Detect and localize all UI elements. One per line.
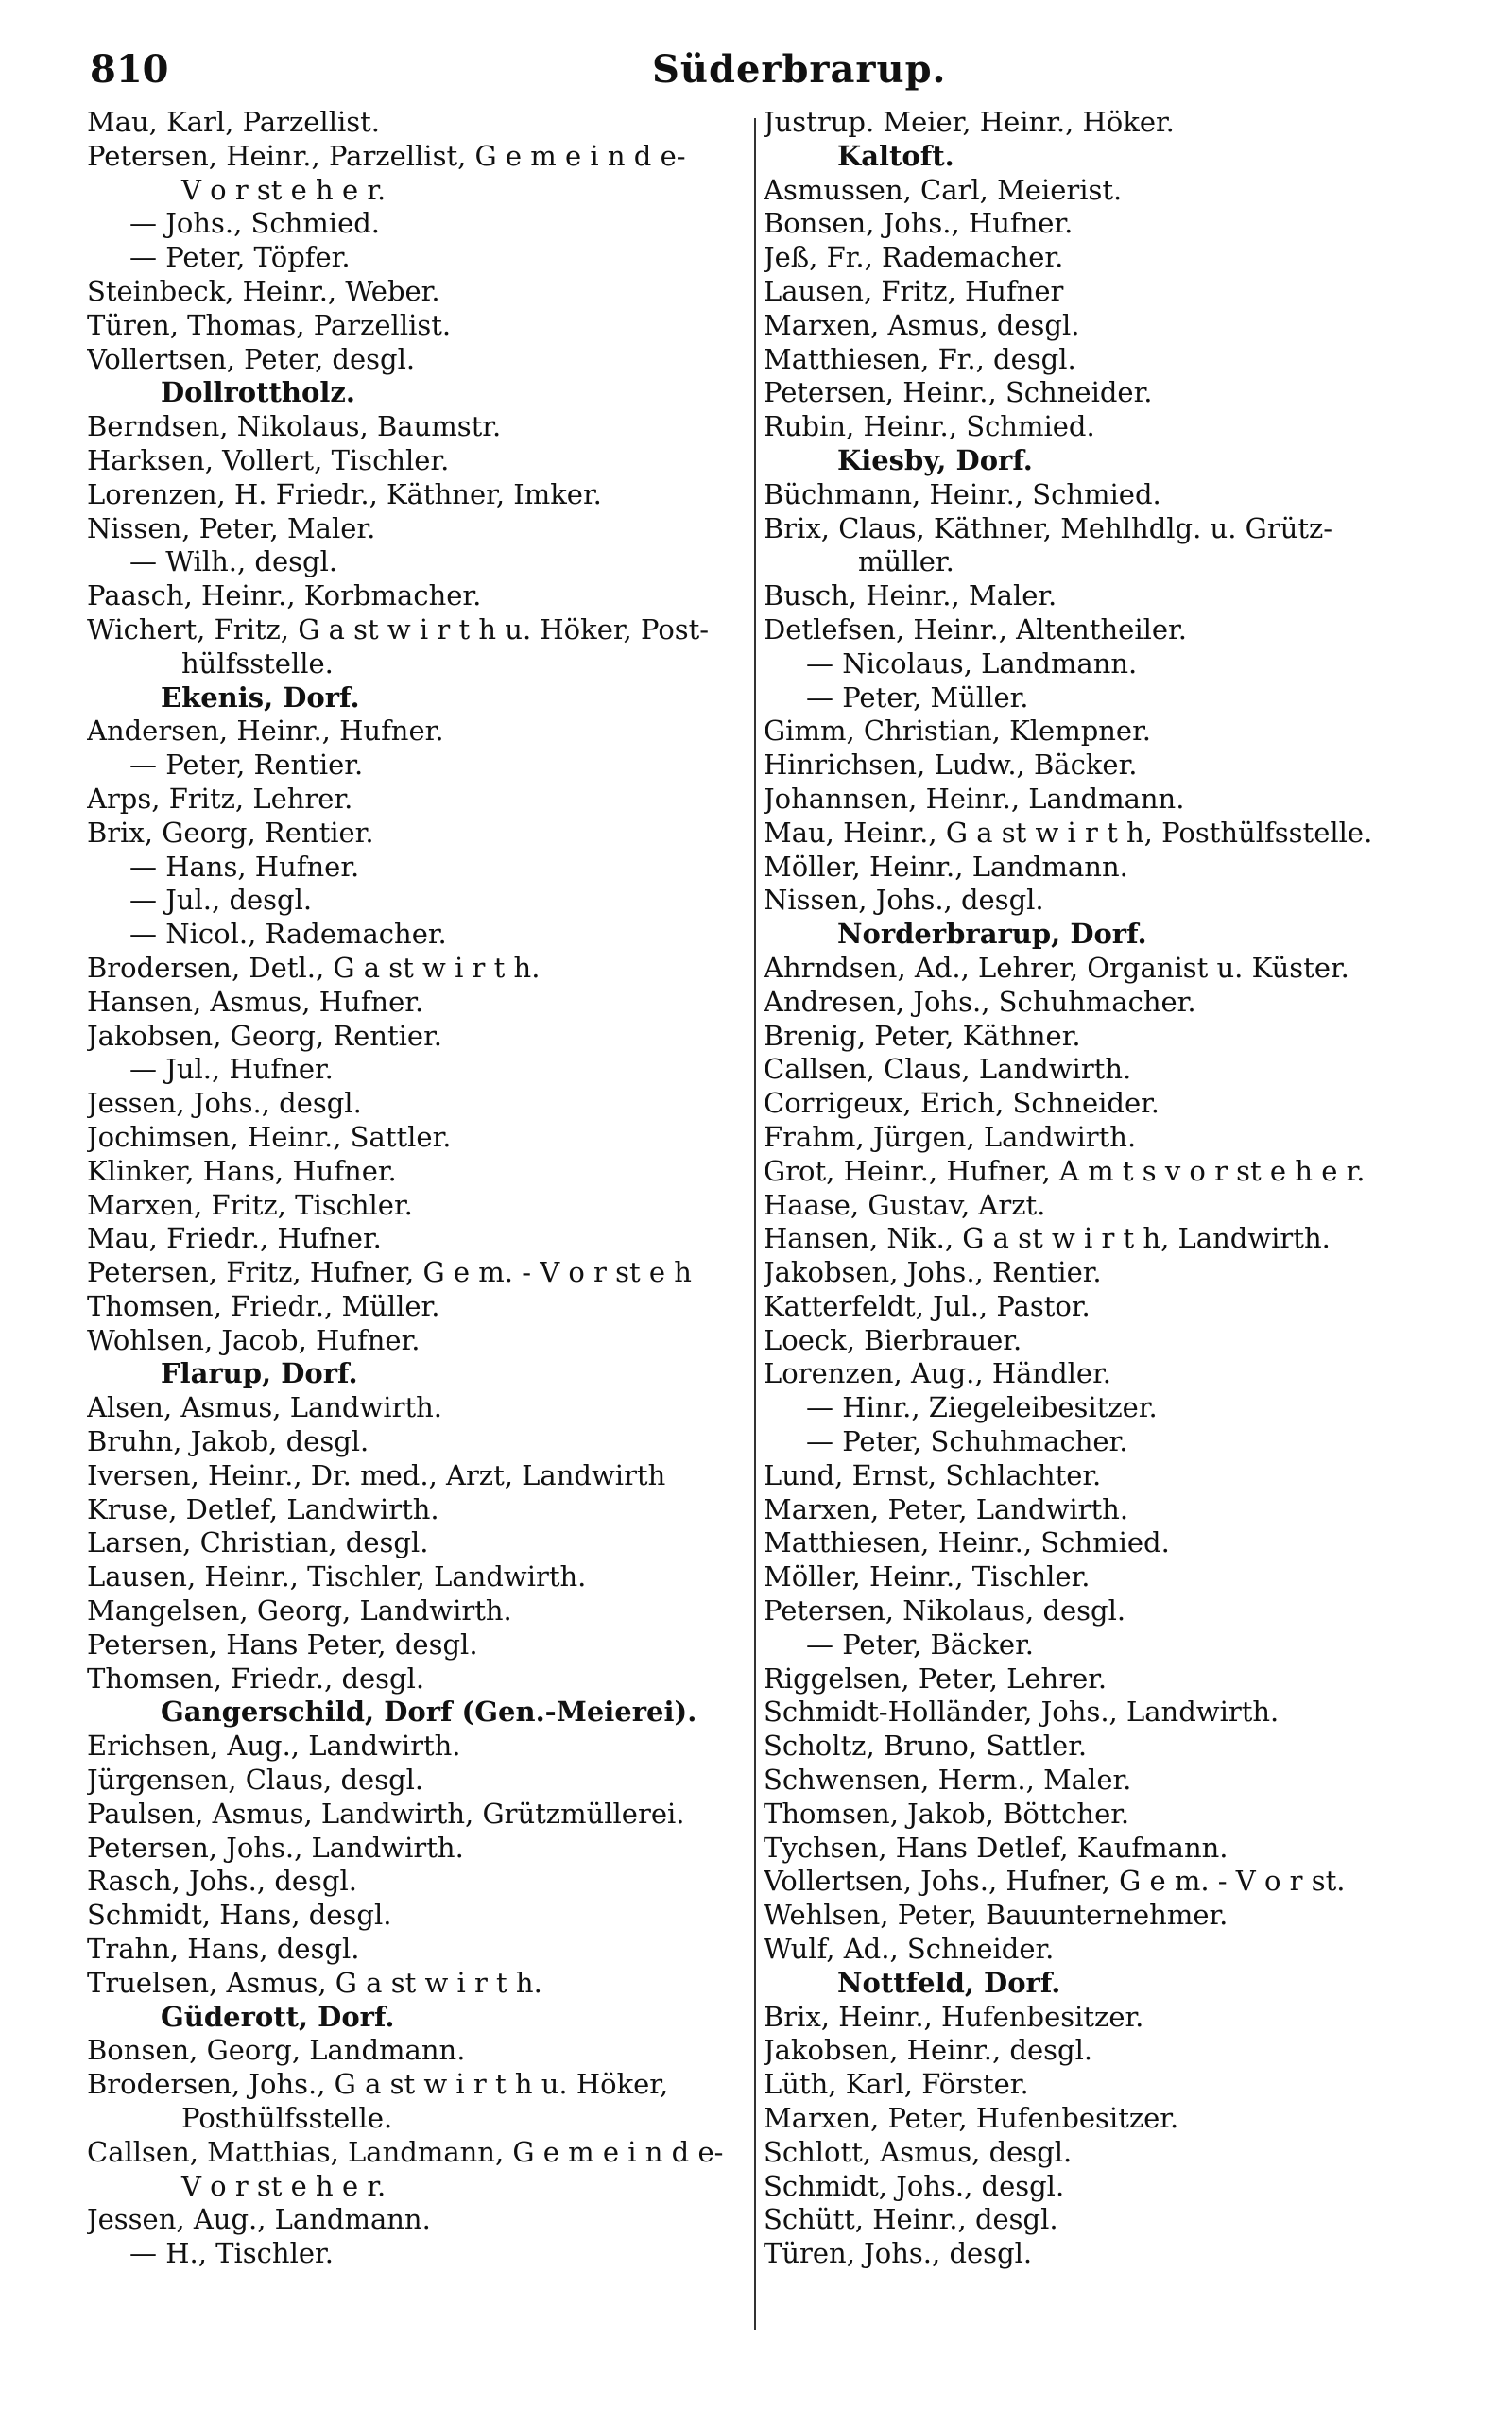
place-heading: Flarup, Dorf. [161, 1357, 358, 1390]
directory-entry: Hinrichsen, Ludw., Bäcker. [764, 749, 1138, 782]
directory-entry: Erichsen, Aug., Landwirth. [87, 1730, 461, 1763]
left-column [87, 106, 767, 2271]
directory-entry: Marxen, Peter, Hufenbesitzer. [764, 2102, 1179, 2135]
directory-entry: Bonsen, Johs., Hufner. [764, 207, 1074, 240]
directory-entry: Frahm, Jürgen, Landwirth. [764, 1120, 1137, 1153]
directory-entry: Vollertsen, Johs., Hufner, G e m. - V o r st. [764, 1865, 1346, 1898]
directory-entry: Rasch, Johs., desgl. [87, 1865, 357, 1898]
directory-entry: Jakobsen, Johs., Rentier. [764, 1256, 1102, 1289]
directory-entry: Petersen, Fritz, Hufner, G e m. - V o r st e h [87, 1256, 692, 1289]
page-header [0, 38, 1512, 104]
directory-entry: — Peter, Bäcker. [806, 1627, 1034, 1661]
directory-entry: Lausen, Heinr., Tischler, Landwirth. [87, 1560, 587, 1593]
directory-entry: Hansen, Nik., G a st w i r t h, Landwirth. [764, 1222, 1331, 1255]
directory-entry: — Hans, Hufner. [129, 850, 360, 883]
directory-entry: Hansen, Asmus, Hufner. [87, 985, 424, 1018]
directory-entry: Brix, Heinr., Hufenbesitzer. [764, 2000, 1144, 2033]
directory-entry: — Peter, Töpfer. [129, 241, 351, 274]
place-heading: Dollrottholz. [161, 376, 355, 409]
directory-entry: Lorenzen, H. Friedr., Käthner, Imker. [87, 477, 602, 510]
directory-entry: — Jul., Hufner. [129, 1053, 334, 1086]
directory-entry: Bruhn, Jakob, desgl. [87, 1425, 369, 1458]
directory-entry: Ahrndsen, Ad., Lehrer, Organist u. Küster. [764, 951, 1349, 984]
directory-entry: Brix, Claus, Käthner, Mehlhdlg. u. Grütz- [764, 511, 1333, 544]
directory-entry: Mau, Karl, Parzellist. [87, 106, 381, 138]
directory-entry: Callsen, Claus, Landwirth. [764, 1053, 1132, 1086]
directory-entry: Andersen, Heinr., Hufner. [87, 715, 444, 748]
directory-entry: Petersen, Heinr., Parzellist, G e m e i n d e- [87, 139, 686, 172]
directory-entry: Justrup. Meier, Heinr., Höker. [764, 106, 1175, 138]
directory-entry: Andresen, Johs., Schuhmacher. [764, 985, 1196, 1018]
directory-entry: Büchmann, Heinr., Schmied. [764, 477, 1161, 510]
directory-entry: Bonsen, Georg, Landmann. [87, 2034, 466, 2067]
place-heading: Nottfeld, Dorf. [837, 1966, 1061, 1999]
directory-entry: Brodersen, Detl., G a st w i r t h. [87, 951, 541, 984]
directory-entry: Iversen, Heinr., Dr. med., Arzt, Landwirth [87, 1458, 666, 1491]
directory-entry: Schmidt, Johs., desgl. [764, 2169, 1065, 2202]
directory-entry: Petersen, Heinr., Schneider. [764, 376, 1153, 409]
directory-entry: Schmidt, Hans, desgl. [87, 1899, 392, 1932]
directory-entry: Schmidt-Holländer, Johs., Landwirth. [764, 1696, 1280, 1729]
place-heading: Kaltoft. [837, 139, 954, 172]
directory-entry: Mau, Friedr., Hufner. [87, 1222, 382, 1255]
directory-entry: Marxen, Asmus, desgl. [764, 308, 1080, 341]
directory-entry: Brodersen, Johs., G a st w i r t h u. Höker, [87, 2068, 669, 2101]
directory-entry: Paasch, Heinr., Korbmacher. [87, 579, 482, 612]
directory-entry: Jochimsen, Heinr., Sattler. [87, 1120, 452, 1153]
directory-entry: Wichert, Fritz, G a st w i r t h u. Höker, Post- [87, 612, 710, 646]
directory-entry: Jakobsen, Heinr., desgl. [764, 2034, 1093, 2067]
directory-entry: Türen, Thomas, Parzellist. [87, 308, 452, 341]
directory-entry: Katterfeldt, Jul., Pastor. [764, 1289, 1091, 1322]
directory-entry: hülfsstelle. [181, 646, 334, 680]
directory-entry: Wehlsen, Peter, Bauunternehmer. [764, 1899, 1228, 1932]
place-heading: Gangerschild, Dorf (Gen.-Meierei). [161, 1696, 697, 1729]
directory-entry: Scholtz, Bruno, Sattler. [764, 1730, 1088, 1763]
directory-entry: Berndsen, Nikolaus, Baumstr. [87, 410, 502, 443]
place-heading: Güderott, Dorf. [161, 2000, 395, 2033]
directory-entry: Mau, Heinr., G a st w i r t h, Posthülfsstelle. [764, 816, 1373, 849]
directory-entry: Busch, Heinr., Maler. [764, 579, 1057, 612]
column-divider [754, 118, 756, 2330]
directory-entry: Petersen, Johs., Landwirth. [87, 1831, 464, 1864]
directory-entry: Jakobsen, Georg, Rentier. [87, 1019, 442, 1052]
directory-entry: Nissen, Johs., desgl. [764, 884, 1044, 917]
directory-entry: — Peter, Rentier. [129, 749, 364, 782]
directory-entry: Mangelsen, Georg, Landwirth. [87, 1594, 512, 1627]
directory-entry: Türen, Johs., desgl. [764, 2237, 1033, 2270]
directory-entry: Lüth, Karl, Förster. [764, 2068, 1029, 2101]
directory-entry: — Hinr., Ziegeleibesitzer. [806, 1391, 1158, 1424]
directory-entry: — Peter, Schuhmacher. [806, 1425, 1128, 1458]
directory-entry: V o r st e h e r. [181, 2169, 387, 2202]
page-number: 810 [90, 47, 169, 92]
directory-entry: — Wilh., desgl. [129, 545, 338, 578]
directory-entry: Wohlsen, Jacob, Hufner. [87, 1323, 421, 1356]
directory-entry: Vollertsen, Peter, desgl. [87, 342, 416, 375]
directory-entry: Riggelsen, Peter, Lehrer. [764, 1662, 1108, 1695]
directory-entry: Schwensen, Herm., Maler. [764, 1764, 1132, 1797]
directory-entry: Matthiesen, Heinr., Schmied. [764, 1526, 1170, 1559]
directory-entry: — Peter, Müller. [806, 680, 1029, 714]
directory-entry: Larsen, Christian, desgl. [87, 1526, 429, 1559]
directory-entry: Petersen, Nikolaus, desgl. [764, 1594, 1126, 1627]
directory-entry: Gimm, Christian, Klempner. [764, 715, 1151, 748]
directory-entry: Schlott, Asmus, desgl. [764, 2135, 1073, 2168]
directory-entry: Petersen, Hans Peter, desgl. [87, 1627, 478, 1661]
directory-entry: Thomsen, Jakob, Böttcher. [764, 1797, 1130, 1830]
directory-entry: Marxen, Fritz, Tischler. [87, 1188, 413, 1221]
directory-entry: Corrigeux, Erich, Schneider. [764, 1087, 1160, 1120]
directory-entry: Nissen, Peter, Maler. [87, 511, 376, 544]
directory-entry: Lorenzen, Aug., Händler. [764, 1357, 1111, 1390]
place-heading: Kiesby, Dorf. [837, 443, 1033, 476]
directory-entry: Detlefsen, Heinr., Altentheiler. [764, 612, 1187, 646]
directory-entry: Jessen, Aug., Landmann. [87, 2203, 431, 2236]
directory-entry: Lund, Ernst, Schlachter. [764, 1458, 1102, 1491]
place-heading: Ekenis, Dorf. [161, 680, 360, 714]
directory-entry: — Jul., desgl. [129, 884, 313, 917]
directory-entry: Wulf, Ad., Schneider. [764, 1933, 1055, 1966]
directory-entry: Steinbeck, Heinr., Weber. [87, 274, 440, 307]
page-title: Süderbrarup. [652, 47, 947, 92]
directory-entry: Kruse, Detlef, Landwirth. [87, 1492, 439, 1525]
directory-entry: Loeck, Bierbrauer. [764, 1323, 1022, 1356]
directory-entry: Callsen, Matthias, Landmann, G e m e i n d e- [87, 2135, 724, 2168]
directory-entry: Möller, Heinr., Landmann. [764, 850, 1128, 883]
directory-entry: Jessen, Johs., desgl. [87, 1087, 362, 1120]
directory-entry: Haase, Gustav, Arzt. [764, 1188, 1046, 1221]
directory-entry: Klinker, Hans, Hufner. [87, 1154, 397, 1187]
directory-entry: — Nicolaus, Landmann. [806, 646, 1138, 680]
directory-entry: Asmussen, Carl, Meierist. [764, 173, 1123, 206]
directory-entry: Thomsen, Friedr., Müller. [87, 1289, 440, 1322]
directory-entry: Trahn, Hans, desgl. [87, 1933, 360, 1966]
directory-entry: Marxen, Peter, Landwirth. [764, 1492, 1129, 1525]
directory-entry: Lausen, Fritz, Hufner [764, 274, 1064, 307]
directory-entry: Posthülfsstelle. [181, 2102, 393, 2135]
directory-entry: Möller, Heinr., Tischler. [764, 1560, 1091, 1593]
place-heading: Norderbrarup, Dorf. [837, 918, 1147, 951]
directory-entry: Thomsen, Friedr., desgl. [87, 1662, 425, 1695]
directory-entry: Schütt, Heinr., desgl. [764, 2203, 1058, 2236]
directory-entry: Arps, Fritz, Lehrer. [87, 782, 353, 815]
directory-entry: Jürgensen, Claus, desgl. [87, 1764, 424, 1797]
directory-entry: V o r st e h e r. [181, 173, 387, 206]
directory-entry: Brix, Georg, Rentier. [87, 816, 374, 849]
directory-entry: Paulsen, Asmus, Landwirth, Grützmüllerei. [87, 1797, 685, 1830]
directory-entry: — H., Tischler. [129, 2237, 334, 2270]
directory-entry: müller. [858, 545, 954, 578]
directory-entry: Matthiesen, Fr., desgl. [764, 342, 1076, 375]
directory-entry: Truelsen, Asmus, G a st w i r t h. [87, 1966, 542, 1999]
directory-entry: Johannsen, Heinr., Landmann. [764, 782, 1185, 815]
directory-entry: Harksen, Vollert, Tischler. [87, 443, 450, 476]
directory-entry: Jeß, Fr., Rademacher. [764, 241, 1064, 274]
directory-entry: Grot, Heinr., Hufner, A m t s v o r st e h e r. [764, 1154, 1366, 1187]
directory-entry: Rubin, Heinr., Schmied. [764, 410, 1095, 443]
directory-entry: — Johs., Schmied. [129, 207, 381, 240]
directory-entry: Tychsen, Hans Detlef, Kaufmann. [764, 1831, 1228, 1864]
directory-entry: Brenig, Peter, Käthner. [764, 1019, 1081, 1052]
directory-entry: Alsen, Asmus, Landwirth. [87, 1391, 442, 1424]
directory-entry: — Nicol., Rademacher. [129, 918, 447, 951]
right-column [764, 106, 1444, 2271]
